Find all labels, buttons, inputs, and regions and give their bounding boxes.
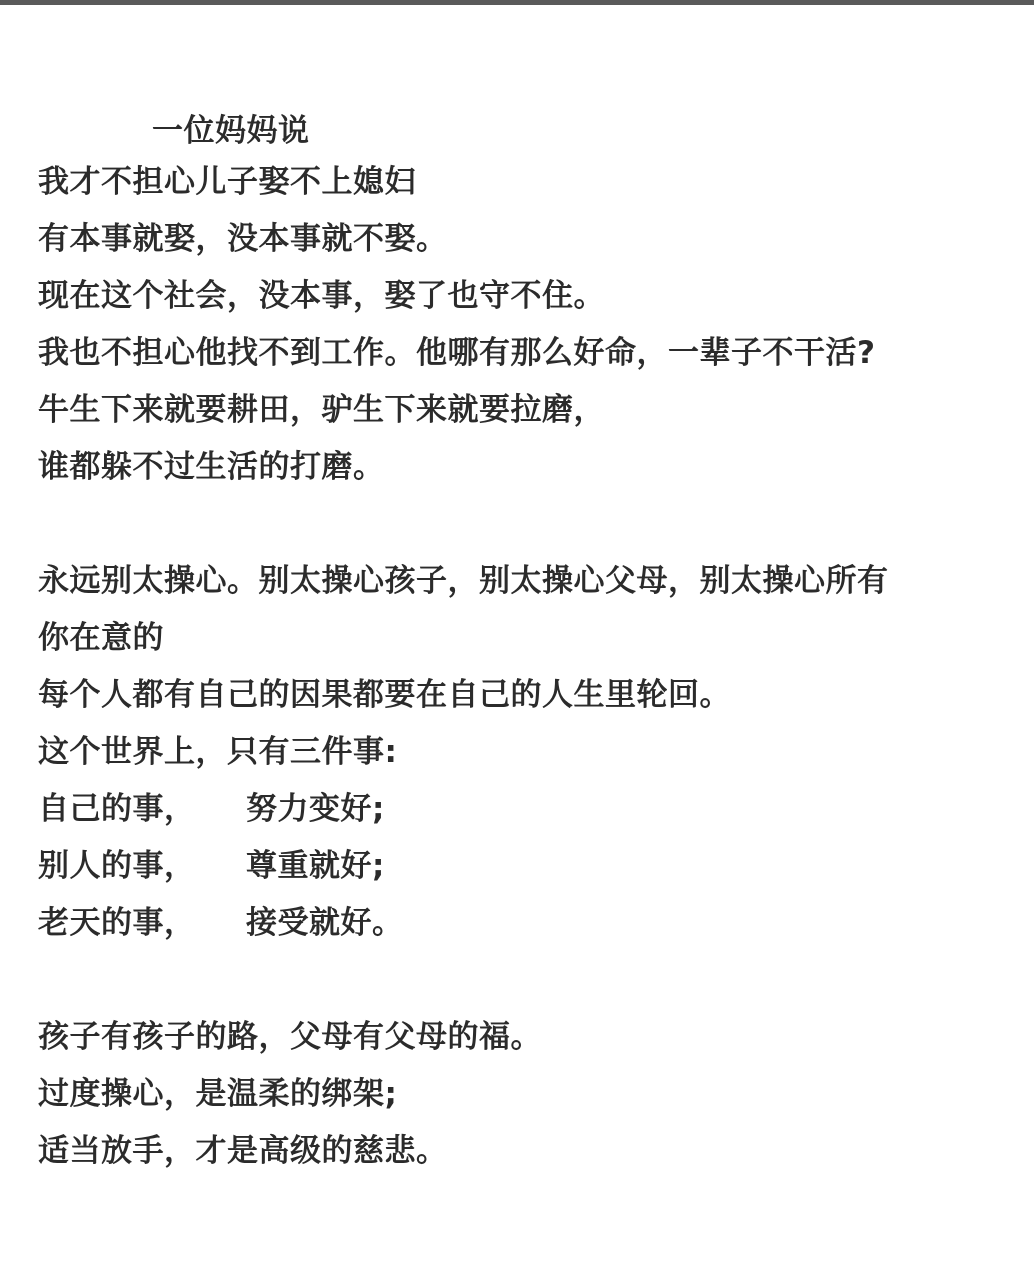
- poem-line: 孩子有孩子的路，父母有父母的福。: [38, 1019, 542, 1055]
- stanza-gap: [38, 952, 998, 1009]
- three-things-row: [38, 895, 998, 952]
- top-border: [0, 0, 1034, 5]
- thing-advice: 尊重就好;: [246, 848, 385, 884]
- poem-line: 我也不担心他找不到工作。他哪有那么好命，一辈子不干活?: [38, 335, 876, 371]
- poem-line: 牛生下来就要耕田，驴生下来就要拉磨，: [38, 392, 605, 428]
- poem-line: 每个人都有自己的因果都要在自己的人生里轮回。: [38, 677, 731, 713]
- thing-subject: 别人的事，: [38, 848, 196, 884]
- poem-line: 过度操心，是温柔的绑架;: [38, 1076, 398, 1112]
- poem-line: 你在意的: [38, 620, 164, 656]
- thing-advice: 接受就好。: [246, 905, 404, 941]
- three-things-row: [38, 781, 998, 838]
- poem-line: 我才不担心儿子娶不上媳妇: [38, 164, 416, 200]
- poem-title: 一位妈妈说: [152, 113, 310, 149]
- poem-line: 这个世界上，只有三件事:: [38, 734, 398, 770]
- poem-line: 谁都躲不过生活的打磨。: [38, 449, 385, 485]
- thing-subject: 老天的事，: [38, 905, 196, 941]
- poem-line: 有本事就娶，没本事就不娶。: [38, 221, 448, 257]
- poem-line: 现在这个社会，没本事，娶了也守不住。: [38, 278, 605, 314]
- three-things-row: [38, 838, 998, 895]
- stanza-gap: [38, 496, 998, 553]
- poem-body: [38, 108, 998, 1180]
- thing-advice: 努力变好;: [246, 791, 385, 827]
- poem-line: 永远别太操心。别太操心孩子，别太操心父母，别太操心所有: [38, 563, 889, 599]
- poem-line: 适当放手，才是高级的慈悲。: [38, 1133, 448, 1169]
- thing-subject: 自己的事，: [38, 791, 196, 827]
